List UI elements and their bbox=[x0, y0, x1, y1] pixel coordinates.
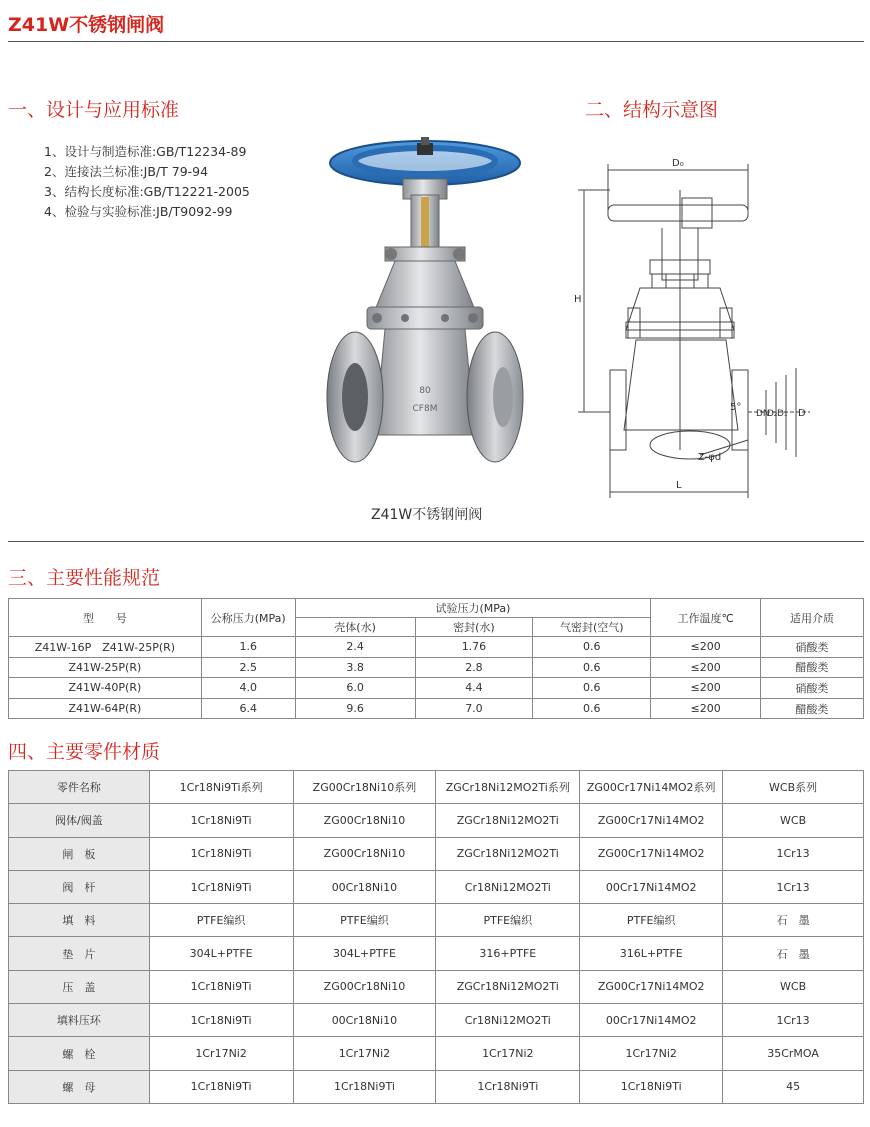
page-title: Z41W不锈钢闸阀 bbox=[8, 14, 165, 36]
table-row bbox=[9, 837, 864, 870]
table-cell: Z41W-16P Z41W-25P(R) bbox=[9, 637, 202, 658]
part-name-cell: 螺 母 bbox=[9, 1070, 150, 1103]
table-cell: 石 墨 bbox=[723, 937, 864, 970]
header-nominal-pressure: 公称压力(MPa) bbox=[201, 599, 295, 637]
table-cell: 304L+PTFE bbox=[149, 937, 293, 970]
table-cell: 45 bbox=[723, 1070, 864, 1103]
table-header-cell: 零件名称 bbox=[9, 771, 150, 804]
dim-angle: 5° bbox=[730, 402, 742, 413]
dim-d1: D₁ bbox=[777, 409, 788, 419]
materials-table bbox=[8, 770, 864, 1104]
table-cell: 硝酸类 bbox=[761, 637, 864, 658]
table-cell: 1Cr17Ni2 bbox=[580, 1037, 723, 1070]
table-row bbox=[9, 1070, 864, 1103]
table-cell: 6.4 bbox=[201, 698, 295, 719]
table-cell: 00Cr17Ni14MO2 bbox=[580, 1004, 723, 1037]
table-cell: PTFE编织 bbox=[580, 904, 723, 937]
standard-item: 3、结构长度标准:GB/T12221-2005 bbox=[44, 184, 250, 199]
table-row bbox=[9, 1004, 864, 1037]
structure-diagram bbox=[570, 150, 820, 510]
dim-d0: D₀ bbox=[672, 158, 684, 169]
table-cell: 石 墨 bbox=[723, 904, 864, 937]
table-cell: 00Cr18Ni10 bbox=[293, 870, 436, 903]
table-cell: Z41W-40P(R) bbox=[9, 678, 202, 699]
table-row bbox=[9, 1037, 864, 1070]
section-title-structure: 二、结构示意图 bbox=[585, 99, 719, 121]
table-cell: 1Cr13 bbox=[723, 870, 864, 903]
table-cell: 304L+PTFE bbox=[293, 937, 436, 970]
table-cell: 1Cr18Ni9Ti bbox=[293, 1070, 436, 1103]
table-row bbox=[9, 698, 864, 719]
table-cell: 2.5 bbox=[201, 657, 295, 678]
table-header-cell: ZG00Cr18Ni10系列 bbox=[293, 771, 436, 804]
table-cell: 1Cr18Ni9Ti bbox=[436, 1070, 580, 1103]
table-cell: 1Cr18Ni9Ti bbox=[149, 837, 293, 870]
table-cell: 1Cr13 bbox=[723, 1004, 864, 1037]
part-name-cell: 螺 栓 bbox=[9, 1037, 150, 1070]
table-cell: 4.4 bbox=[415, 678, 533, 699]
table-cell: 0.6 bbox=[533, 698, 651, 719]
table-row bbox=[9, 804, 864, 837]
table-cell: ZG00Cr17Ni14MO2 bbox=[580, 804, 723, 837]
header-air-seal: 气密封(空气) bbox=[533, 618, 651, 637]
table-cell: 1Cr18Ni9Ti bbox=[149, 804, 293, 837]
table-row bbox=[9, 904, 864, 937]
title-divider bbox=[8, 41, 864, 42]
table-cell: 4.0 bbox=[201, 678, 295, 699]
part-name-cell: 填料压环 bbox=[9, 1004, 150, 1037]
table-cell: 硝酸类 bbox=[761, 678, 864, 699]
standard-item: 1、设计与制造标准:GB/T12234-89 bbox=[44, 144, 247, 159]
performance-table bbox=[8, 598, 864, 719]
table-header-cell: ZG00Cr17Ni14MO2系列 bbox=[580, 771, 723, 804]
table-cell: 7.0 bbox=[415, 698, 533, 719]
section-title-materials: 四、主要零件材质 bbox=[8, 741, 161, 763]
table-row bbox=[9, 870, 864, 903]
section-title-design-standards: 一、设计与应用标准 bbox=[8, 99, 180, 121]
dim-dn: DN bbox=[756, 409, 770, 419]
table-header-cell: 1Cr18Ni9Ti系列 bbox=[149, 771, 293, 804]
header-medium: 适用介质 bbox=[761, 599, 864, 637]
table-cell: ZG00Cr18Ni10 bbox=[293, 804, 436, 837]
header-model: 型 号 bbox=[9, 599, 202, 637]
table-cell: WCB bbox=[723, 804, 864, 837]
part-name-cell: 压 盖 bbox=[9, 970, 150, 1003]
dim-d2: D₂ bbox=[767, 409, 778, 419]
table-cell: Cr18Ni12MO2Ti bbox=[436, 1004, 580, 1037]
table-cell: 1Cr18Ni9Ti bbox=[149, 1004, 293, 1037]
header-test-pressure: 试验压力(MPa) bbox=[295, 599, 651, 618]
part-name-cell: 垫 片 bbox=[9, 937, 150, 970]
product-caption: Z41W不锈钢闸阀 bbox=[371, 507, 483, 523]
table-header-row bbox=[9, 771, 864, 804]
table-cell: 1Cr17Ni2 bbox=[293, 1037, 436, 1070]
part-name-cell: 阀 杆 bbox=[9, 870, 150, 903]
table-cell: 1Cr17Ni2 bbox=[149, 1037, 293, 1070]
table-cell: 醋酸类 bbox=[761, 657, 864, 678]
table-cell: 0.6 bbox=[533, 637, 651, 658]
table-cell: ZGCr18Ni12MO2Ti bbox=[436, 837, 580, 870]
table-cell: ZGCr18Ni12MO2Ti bbox=[436, 804, 580, 837]
table-cell: Z41W-64P(R) bbox=[9, 698, 202, 719]
table-cell: Cr18Ni12MO2Ti bbox=[436, 870, 580, 903]
valve-size-mark: 80 bbox=[419, 386, 431, 396]
table-cell: 1Cr13 bbox=[723, 837, 864, 870]
table-cell: 3.8 bbox=[295, 657, 415, 678]
table-header-cell: WCB系列 bbox=[723, 771, 864, 804]
table-cell: PTFE编织 bbox=[436, 904, 580, 937]
section-title-performance: 三、主要性能规范 bbox=[8, 567, 161, 589]
table-cell: 1Cr17Ni2 bbox=[436, 1037, 580, 1070]
header-seal: 密封(水) bbox=[415, 618, 533, 637]
standard-item: 4、检验与实验标准:JB/T9092-99 bbox=[44, 204, 233, 219]
table-row bbox=[9, 678, 864, 699]
table-cell: 1.6 bbox=[201, 637, 295, 658]
dim-h: H bbox=[574, 294, 582, 305]
part-name-cell: 阀体/阀盖 bbox=[9, 804, 150, 837]
standard-item: 2、连接法兰标准:JB/T 79-94 bbox=[44, 164, 209, 179]
table-cell: 35CrMOA bbox=[723, 1037, 864, 1070]
table-cell: 1Cr18Ni9Ti bbox=[149, 870, 293, 903]
table-cell: WCB bbox=[723, 970, 864, 1003]
header-shell: 壳体(水) bbox=[295, 618, 415, 637]
table-cell: 醋酸类 bbox=[761, 698, 864, 719]
part-name-cell: 填 料 bbox=[9, 904, 150, 937]
part-name-cell: 闸 板 bbox=[9, 837, 150, 870]
standards-list bbox=[44, 142, 250, 222]
table-cell: 1Cr18Ni9Ti bbox=[149, 1070, 293, 1103]
table-cell: PTFE编织 bbox=[149, 904, 293, 937]
table-cell: 6.0 bbox=[295, 678, 415, 699]
table-cell: Z41W-25P(R) bbox=[9, 657, 202, 678]
table-header-cell: ZGCr18Ni12MO2Ti系列 bbox=[436, 771, 580, 804]
table-row bbox=[9, 970, 864, 1003]
table-cell: 1Cr18Ni9Ti bbox=[580, 1070, 723, 1103]
table-cell: 316+PTFE bbox=[436, 937, 580, 970]
dim-d: D bbox=[798, 408, 806, 419]
table-cell: ≤200 bbox=[651, 657, 761, 678]
table-cell: 00Cr18Ni10 bbox=[293, 1004, 436, 1037]
table-cell: 0.6 bbox=[533, 678, 651, 699]
table-cell: 316L+PTFE bbox=[580, 937, 723, 970]
table-row bbox=[9, 637, 864, 658]
header-temperature: 工作温度℃ bbox=[651, 599, 761, 637]
dim-z-phi-d: Z-φd bbox=[698, 452, 722, 463]
dim-l: L bbox=[676, 480, 682, 491]
section-divider bbox=[8, 541, 864, 542]
table-cell: ≤200 bbox=[651, 637, 761, 658]
table-cell: 1.76 bbox=[415, 637, 533, 658]
table-row bbox=[9, 937, 864, 970]
table-cell: PTFE编织 bbox=[293, 904, 436, 937]
table-cell: ≤200 bbox=[651, 698, 761, 719]
table-cell: 1Cr18Ni9Ti bbox=[149, 970, 293, 1003]
table-cell: 2.4 bbox=[295, 637, 415, 658]
table-cell: 00Cr17Ni14MO2 bbox=[580, 870, 723, 903]
table-cell: ZG00Cr17Ni14MO2 bbox=[580, 970, 723, 1003]
table-cell: ZGCr18Ni12MO2Ti bbox=[436, 970, 580, 1003]
valve-product-image bbox=[325, 135, 525, 475]
table-cell: 0.6 bbox=[533, 657, 651, 678]
table-cell: ZG00Cr17Ni14MO2 bbox=[580, 837, 723, 870]
table-cell: ≤200 bbox=[651, 678, 761, 699]
table-cell: ZG00Cr18Ni10 bbox=[293, 837, 436, 870]
table-cell: ZG00Cr18Ni10 bbox=[293, 970, 436, 1003]
table-row bbox=[9, 657, 864, 678]
valve-material-mark: CF8M bbox=[412, 404, 438, 414]
table-cell: 2.8 bbox=[415, 657, 533, 678]
table-cell: 9.6 bbox=[295, 698, 415, 719]
